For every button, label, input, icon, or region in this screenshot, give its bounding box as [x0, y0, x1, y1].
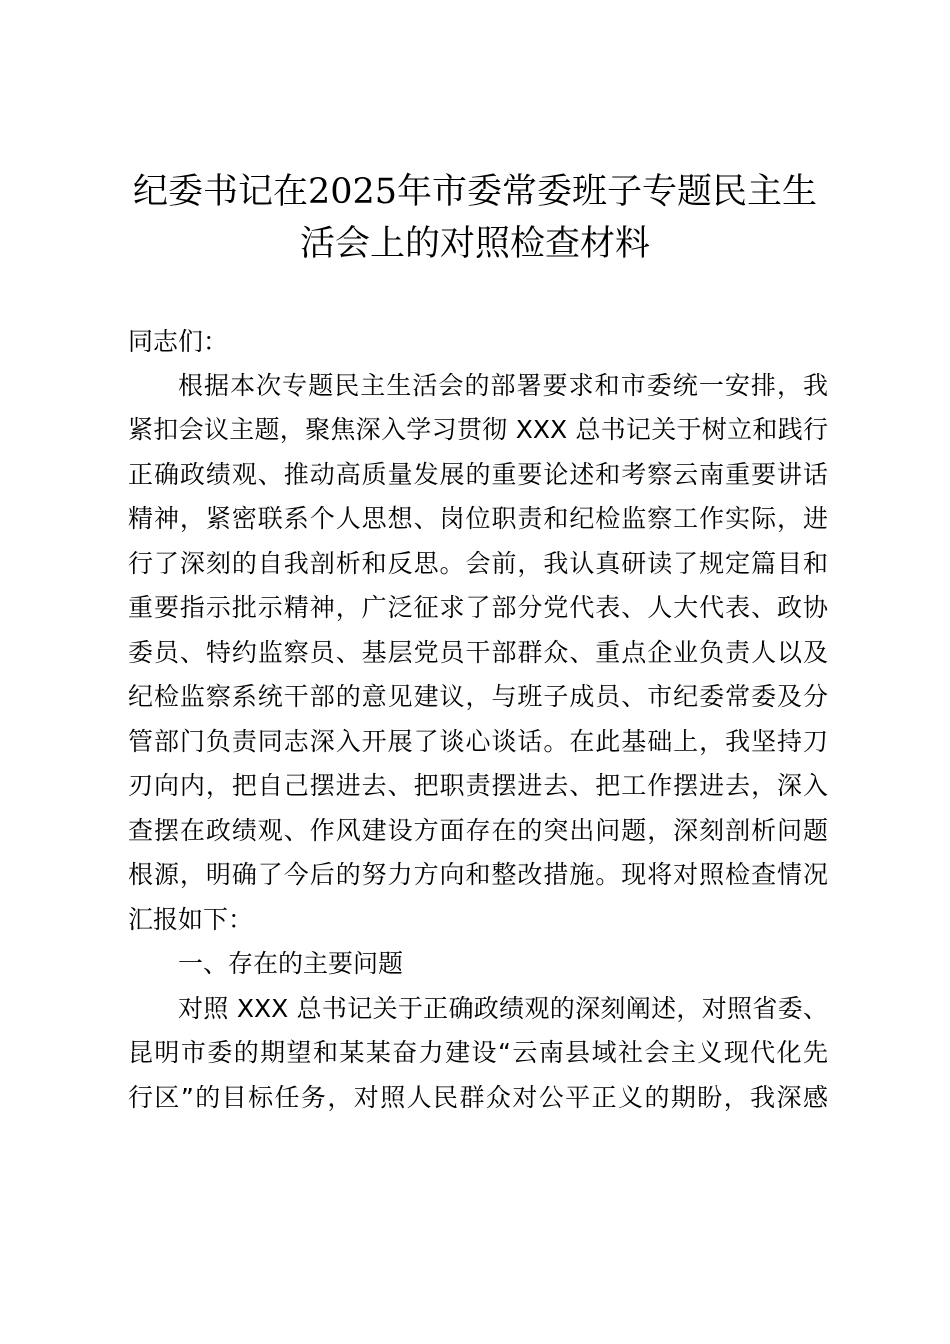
body-line: 刃向内，把自己摆进去、把职责摆进去、把工作摆进去，深入 — [128, 771, 828, 800]
section-line: 对照 XXX 总书记关于正确政绩观的深刻阐述，对照省委、 — [178, 994, 828, 1023]
section-line: 行区”的目标任务，对照人民群众对公平正义的期盼，我深感 — [128, 1083, 828, 1112]
body-line: 重要指示批示精神，广泛征求了部分党代表、人大代表、政协 — [128, 593, 828, 622]
body-line: 紧扣会议主题，聚焦深入学习贯彻 XXX 总书记关于树立和践行 — [128, 415, 828, 444]
document-title-line-1: 纪委书记在2025年市委常委班子专题民主生 — [132, 172, 818, 212]
body-line: 纪检监察系统干部的意见建议，与班子成员、市纪委常委及分 — [128, 682, 828, 711]
body-line: 根源，明确了今后的努力方向和整改措施。现将对照检查情况 — [128, 860, 828, 889]
body-line: 管部门负责同志深入开展了谈心谈话。在此基础上，我坚持刀 — [128, 727, 828, 756]
body-line: 精神，紧密联系个人思想、岗位职责和纪检监察工作实际，进 — [128, 504, 828, 533]
body-line: 查摆在政绩观、作风建设方面存在的突出问题，深刻剖析问题 — [128, 816, 828, 845]
document-title-line-2: 活会上的对照检查材料 — [299, 224, 650, 264]
body-line: 委员、特约监察员、基层党员干部群众、重点企业负责人以及 — [128, 638, 828, 667]
body-line: 汇报如下： — [128, 905, 254, 934]
salutation: 同志们： — [128, 327, 229, 356]
section-heading: 一、存在的主要问题 — [178, 949, 404, 978]
section-line: 昆明市委的期望和某某奋力建设“云南县域社会主义现代化先 — [128, 1038, 828, 1067]
body-line: 根据本次专题民主生活会的部署要求和市委统一安排，我 — [178, 371, 828, 400]
body-line: 行了深刻的自我剖析和反思。会前，我认真研读了规定篇目和 — [128, 549, 828, 578]
body-line: 正确政绩观、推动高质量发展的重要论述和考察云南重要讲话 — [128, 460, 828, 489]
